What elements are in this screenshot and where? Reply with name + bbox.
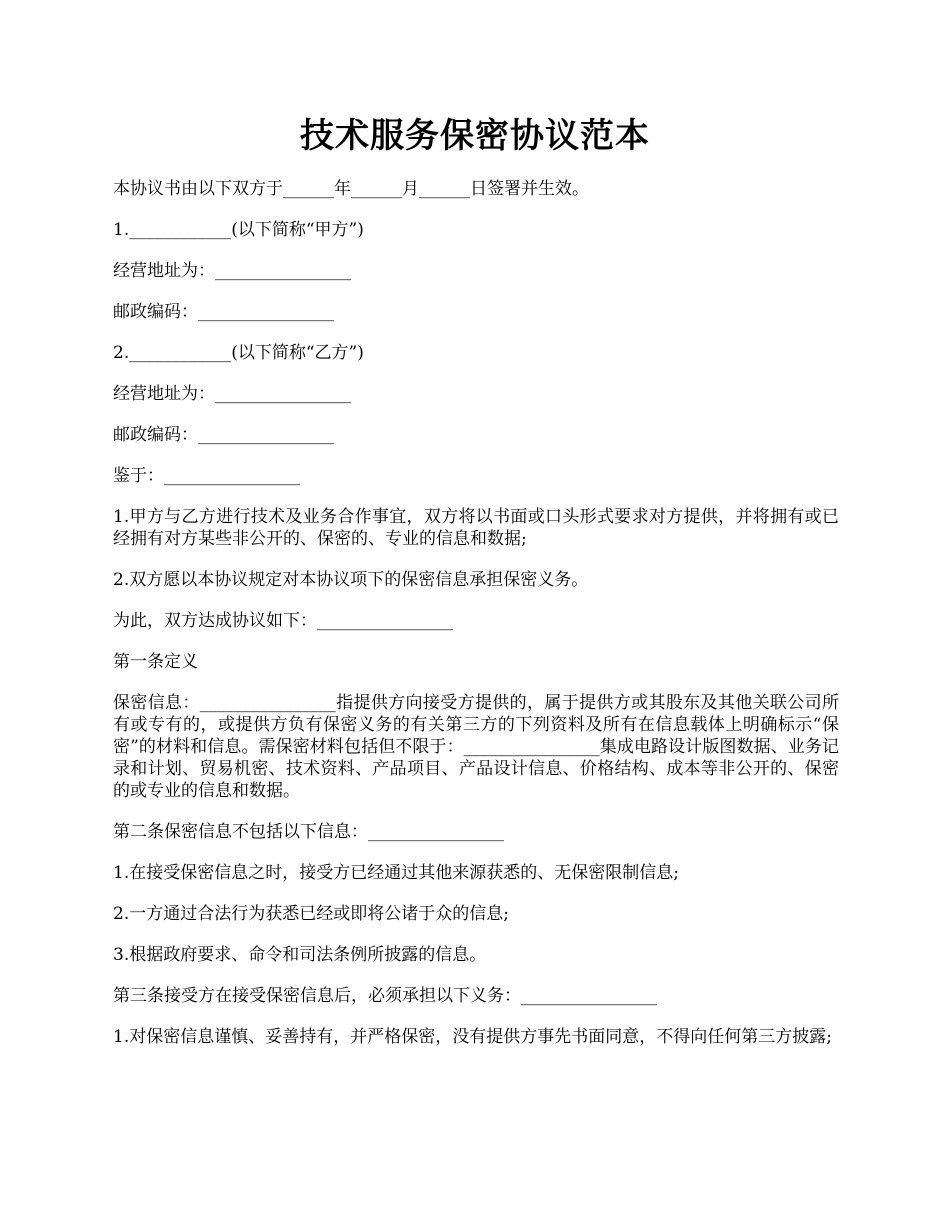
heading-article-2: 第二条保密信息不包括以下信息：________________ [113,822,504,842]
paragraph-exclusion-2: 2.一方通过合法行为获悉已经或即将公诸于众的信息; [113,904,509,924]
paragraph-party-b-address: 经营地址为：________________ [113,384,351,404]
heading-article-1: 第一条定义 [113,652,198,672]
paragraph-exclusion-3: 3.根据政府要求、命令和司法条例所披露的信息。 [113,945,487,965]
paragraph-confidential-info-definition: 保密信息：________________指提供方向接受方提供的，属于提供方或其股东及其他关联公司所有或专有的，或提供方负有保密义务的有关第三方的下列资料及所有在信息载体上明确标示“保密”的材料和信息。需保密材料包括但不限于：________________集成电路设计版图数据、业务记录和计划、贸易机密、技术资料、产品项目、产品设计信息、价格结构、成本等非公开的、保密的或专业的信息和数据。 [113,693,839,801]
heading-article-3: 第三条接受方在接受保密信息后，必须承担以下义务：________________ [113,986,657,1006]
paragraph-party-b: 2.____________(以下简称“乙方”) [113,343,364,363]
paragraph-agreement-intro: 为此，双方达成协议如下：________________ [113,611,453,631]
document-body [113,178,839,1067]
paragraph-party-a-address: 经营地址为：________________ [113,261,351,281]
paragraph-whereas-1: 1.甲方与乙方进行技术及业务合作事宜，双方将以书面或口头形式要求对方提供，并将拥有或已经拥有对方某些非公开的、保密的、专业的信息和数据; [113,507,839,549]
paragraph-whereas-2: 2.双方愿以本协议规定对本协议项下的保密信息承担保密义务。 [113,570,589,590]
paragraph-signing-date: 本协议书由以下双方于______年______月______日签署并生效。 [113,179,589,199]
paragraph-party-b-postcode: 邮政编码：________________ [113,425,334,445]
paragraph-obligation-1: 1.对保密信息谨慎、妥善持有，并严格保密，没有提供方事先书面同意，不得向任何第三方披露; [113,1027,832,1047]
paragraph-party-a-postcode: 邮政编码：________________ [113,302,334,322]
document-title: 技术服务保密协议范本 [300,116,650,156]
paragraph-whereas: 鉴于：________________ [113,466,300,486]
paragraph-party-a: 1.____________(以下简称“甲方”) [113,220,364,240]
paragraph-exclusion-1: 1.在接受保密信息之时，接受方已经通过其他来源获悉的、无保密限制信息; [113,863,679,883]
